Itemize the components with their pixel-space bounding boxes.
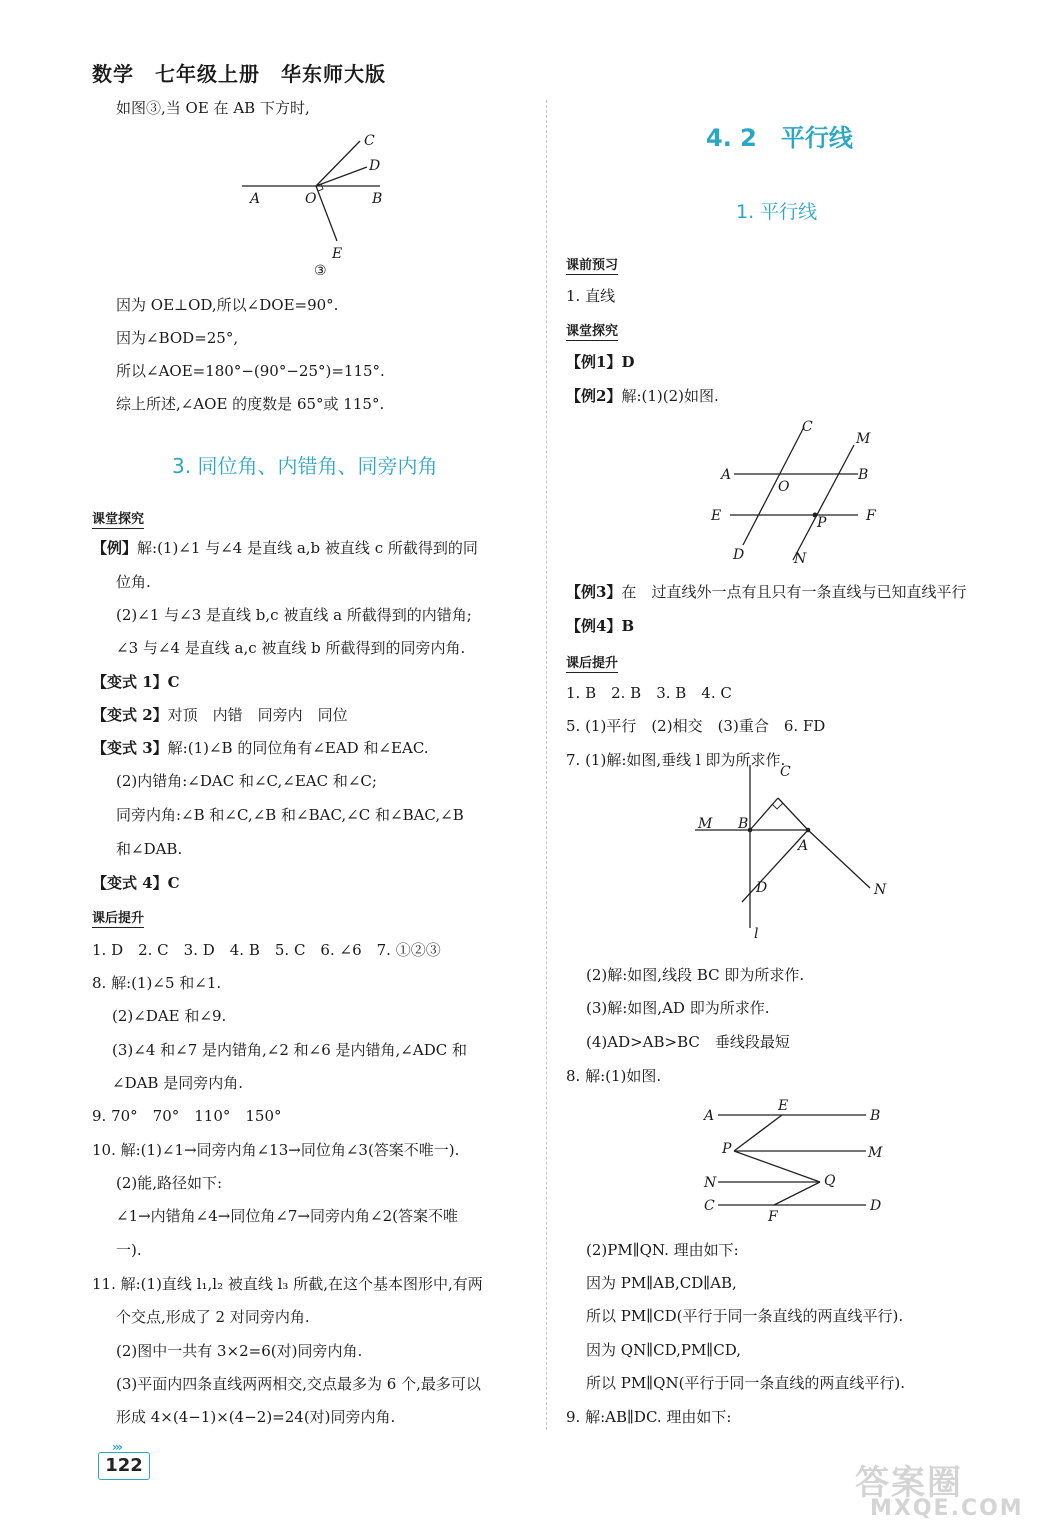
example-tag: 【例】	[92, 539, 138, 557]
example-line-2: 位角.	[116, 573, 151, 591]
ex4-tag: 【例4】	[566, 617, 622, 635]
bs3-tag: 【变式 3】	[92, 739, 168, 757]
fig8-label-n: N	[704, 1175, 717, 1191]
bs3-line-3: 同旁内角:∠B 和∠C,∠B 和∠BAC,∠C 和∠BAC,∠B	[116, 806, 464, 824]
calc-line-1: 因为 OE⊥OD,所以∠DOE=90°.	[116, 296, 339, 314]
post-line-8: (2)能,路径如下:	[116, 1174, 223, 1192]
example-line-3: (2)∠1 与∠3 是直线 b,c 被直线 a 所截得到的内错角;	[116, 606, 472, 624]
post-line-9: ∠1→内错角∠4→同位角∠7→同旁内角∠2(答案不唯	[116, 1207, 459, 1225]
post-a-line-1: 1. B 2. B 3. B 4. C	[566, 684, 732, 702]
fig3-label-o: O	[305, 191, 317, 207]
section-title: 3. 同位角、内错角、同旁内角	[172, 454, 438, 478]
post-a-line-2: 5. (1)平行 (2)相交 (3)重合 6. FD	[566, 717, 826, 735]
ex1-answer: D	[621, 353, 635, 371]
post-b-line-4: 8. 解:(1)如图.	[566, 1067, 662, 1085]
fig7-label-b: B	[738, 816, 749, 832]
fig8-label-e: E	[778, 1098, 789, 1114]
kehou-label-left: 课后提升	[92, 907, 144, 928]
calc-line-2: 因为∠BOD=25°,	[116, 329, 239, 347]
ex2-label-d: D	[733, 547, 745, 563]
fig7-label-l: l	[754, 926, 759, 942]
post-line-3: (2)∠DAE 和∠9.	[112, 1007, 227, 1025]
calc-line-3: 所以∠AOE=180°−(90°−25°)=115°.	[116, 362, 385, 380]
bs2-tag: 【变式 2】	[92, 706, 168, 724]
page-number: 122	[98, 1452, 150, 1480]
fig7-label-m: M	[698, 816, 713, 832]
ex2-label-a: A	[721, 467, 732, 483]
post-c-line-4: 因为 QN∥CD,PM∥CD,	[586, 1341, 741, 1359]
post-c-line-6: 9. 解:AB∥DC. 理由如下:	[566, 1408, 732, 1426]
fig7-label-d: D	[756, 880, 768, 896]
page-number-arrow-icon: ›››	[112, 1440, 121, 1454]
calc-line-4: 综上所述,∠AOE 的度数是 65°或 115°.	[116, 395, 385, 413]
fig8-label-f: F	[768, 1209, 778, 1225]
post-b-line-1: (2)解:如图,线段 BC 即为所求作.	[586, 966, 805, 984]
post-b-line-3: (4)AD>AB>BC 垂线段最短	[586, 1033, 790, 1051]
post-line-5: ∠DAB 是同旁内角.	[112, 1074, 243, 1092]
fig8-label-q: Q	[824, 1173, 836, 1189]
sub-title: 1. 平行线	[736, 201, 818, 223]
post-a-line-3: 7. (1)解:如图,垂线 l 即为所求作.	[566, 751, 786, 769]
watermark-url: MXQE.COM	[870, 1496, 1024, 1521]
ex2-label-n: N	[794, 551, 807, 567]
ex2-label-e: E	[711, 508, 722, 524]
post-line-2: 8. 解:(1)∠5 和∠1.	[92, 974, 222, 992]
post-c-line-3: 所以 PM∥CD(平行于同一条直线的两直线平行).	[586, 1307, 904, 1325]
post-line-7: 10. 解:(1)∠1→同旁内角∠13→同位角∠3(答案不唯一).	[92, 1141, 460, 1159]
watermark-logo: 答案圈	[855, 1463, 963, 1503]
bs1-tag: 【变式 1】	[92, 673, 168, 691]
post-line-13: (2)图中一共有 3×2=6(对)同旁内角.	[116, 1342, 363, 1360]
fig8-label-p: P	[722, 1141, 732, 1157]
page-header: 数学 七年级上册 华东师大版	[92, 62, 386, 86]
ex2-tag: 【例2】	[566, 387, 622, 405]
ex2-label-p: P	[817, 515, 827, 531]
post-line-12: 个交点,形成了 2 对同旁内角.	[116, 1308, 310, 1326]
bs4-tag: 【变式 4】	[92, 874, 168, 892]
ex2-label-m: M	[856, 431, 871, 447]
fig8-label-d: D	[870, 1198, 882, 1214]
bs3-line-4: 和∠DAB.	[116, 840, 183, 858]
ex3-tag: 【例3】	[566, 583, 622, 601]
fig3-label-e: E	[332, 246, 343, 262]
fig8-label-m: M	[868, 1145, 883, 1161]
example-line-4: ∠3 与∠4 是直线 a,c 被直线 b 所截得到的同旁内角.	[116, 639, 466, 657]
fig3-label-c: C	[364, 133, 375, 149]
fig8-label-c: C	[704, 1198, 715, 1214]
ex2-label-f: F	[866, 508, 876, 524]
figure-ex2	[706, 415, 896, 570]
bs3-line-1: 解:(1)∠B 的同位角有∠EAD 和∠EAC.	[167, 739, 429, 757]
fig7-label-n: N	[874, 882, 887, 898]
post-line-6: 9. 70° 70° 110° 150°	[92, 1107, 282, 1125]
ex1-tag: 【例1】	[566, 353, 622, 371]
ex4-answer: B	[621, 617, 635, 635]
pre-line: 1. 直线	[566, 287, 616, 305]
bs3-line-2: (2)内错角:∠DAC 和∠C,∠EAC 和∠C;	[116, 772, 377, 790]
fig7-label-a: A	[798, 838, 809, 854]
figure-3	[242, 125, 392, 285]
fig3-label-a: A	[250, 191, 261, 207]
figure-7	[692, 760, 892, 942]
post-line-15: 形成 4×(4−1)×(4−2)=24(对)同旁内角.	[116, 1408, 396, 1426]
post-line-14: (3)平面内四条直线两两相交,交点最多为 6 个,最多可以	[116, 1375, 481, 1393]
fig7-label-c: C	[780, 764, 791, 780]
post-line-4: (3)∠4 和∠7 是内错角,∠2 和∠6 是内错角,∠ADC 和	[112, 1041, 467, 1059]
ex2-label-c: C	[802, 419, 813, 435]
bs4-answer: C	[167, 874, 180, 892]
fig8-label-a: A	[704, 1108, 715, 1124]
intro-text: 如图③,当 OE 在 AB 下方时,	[116, 99, 310, 117]
post-c-line-1: (2)PM∥QN. 理由如下:	[586, 1241, 739, 1259]
post-line-10: 一).	[116, 1241, 142, 1259]
fig3-label-b: B	[372, 191, 383, 207]
fig3-caption: ③	[314, 263, 327, 279]
ex2-text: 解:(1)(2)如图.	[621, 387, 719, 405]
ketang-label-left: 课堂探究	[92, 508, 144, 529]
ketang-label-right: 课堂探究	[566, 320, 618, 341]
column-divider	[546, 100, 547, 1430]
post-b-line-2: (3)解:如图,AD 即为所求作.	[586, 999, 770, 1017]
ex2-label-b: B	[858, 467, 869, 483]
fig8-label-b: B	[870, 1108, 881, 1124]
example-line-1: 解:(1)∠1 与∠4 是直线 a,b 被直线 c 所截得到的同	[137, 539, 478, 557]
post-c-line-2: 因为 PM∥AB,CD∥AB,	[586, 1274, 737, 1292]
post-line-11: 11. 解:(1)直线 l₁,l₂ 被直线 l₃ 所截,在这个基本图形中,有两	[92, 1275, 483, 1293]
bs1-answer: C	[167, 673, 180, 691]
post-c-line-5: 所以 PM∥QN(平行于同一条直线的两直线平行).	[586, 1374, 906, 1392]
keqian-label: 课前预习	[566, 254, 618, 275]
kehou-label-right: 课后提升	[566, 652, 618, 673]
ex3-text: 在 过直线外一点有且只有一条直线与已知直线平行	[621, 583, 967, 601]
post-line-1: 1. D 2. C 3. D 4. B 5. C 6. ∠6 7. ①②③	[92, 941, 441, 959]
bs2-answer: 对顶 内错 同旁内 同位	[167, 706, 348, 724]
ex2-label-o: O	[778, 479, 790, 495]
chapter-title: 4. 2 平行线	[706, 124, 853, 152]
figure-8	[702, 1095, 892, 1225]
fig3-label-d: D	[369, 158, 381, 174]
